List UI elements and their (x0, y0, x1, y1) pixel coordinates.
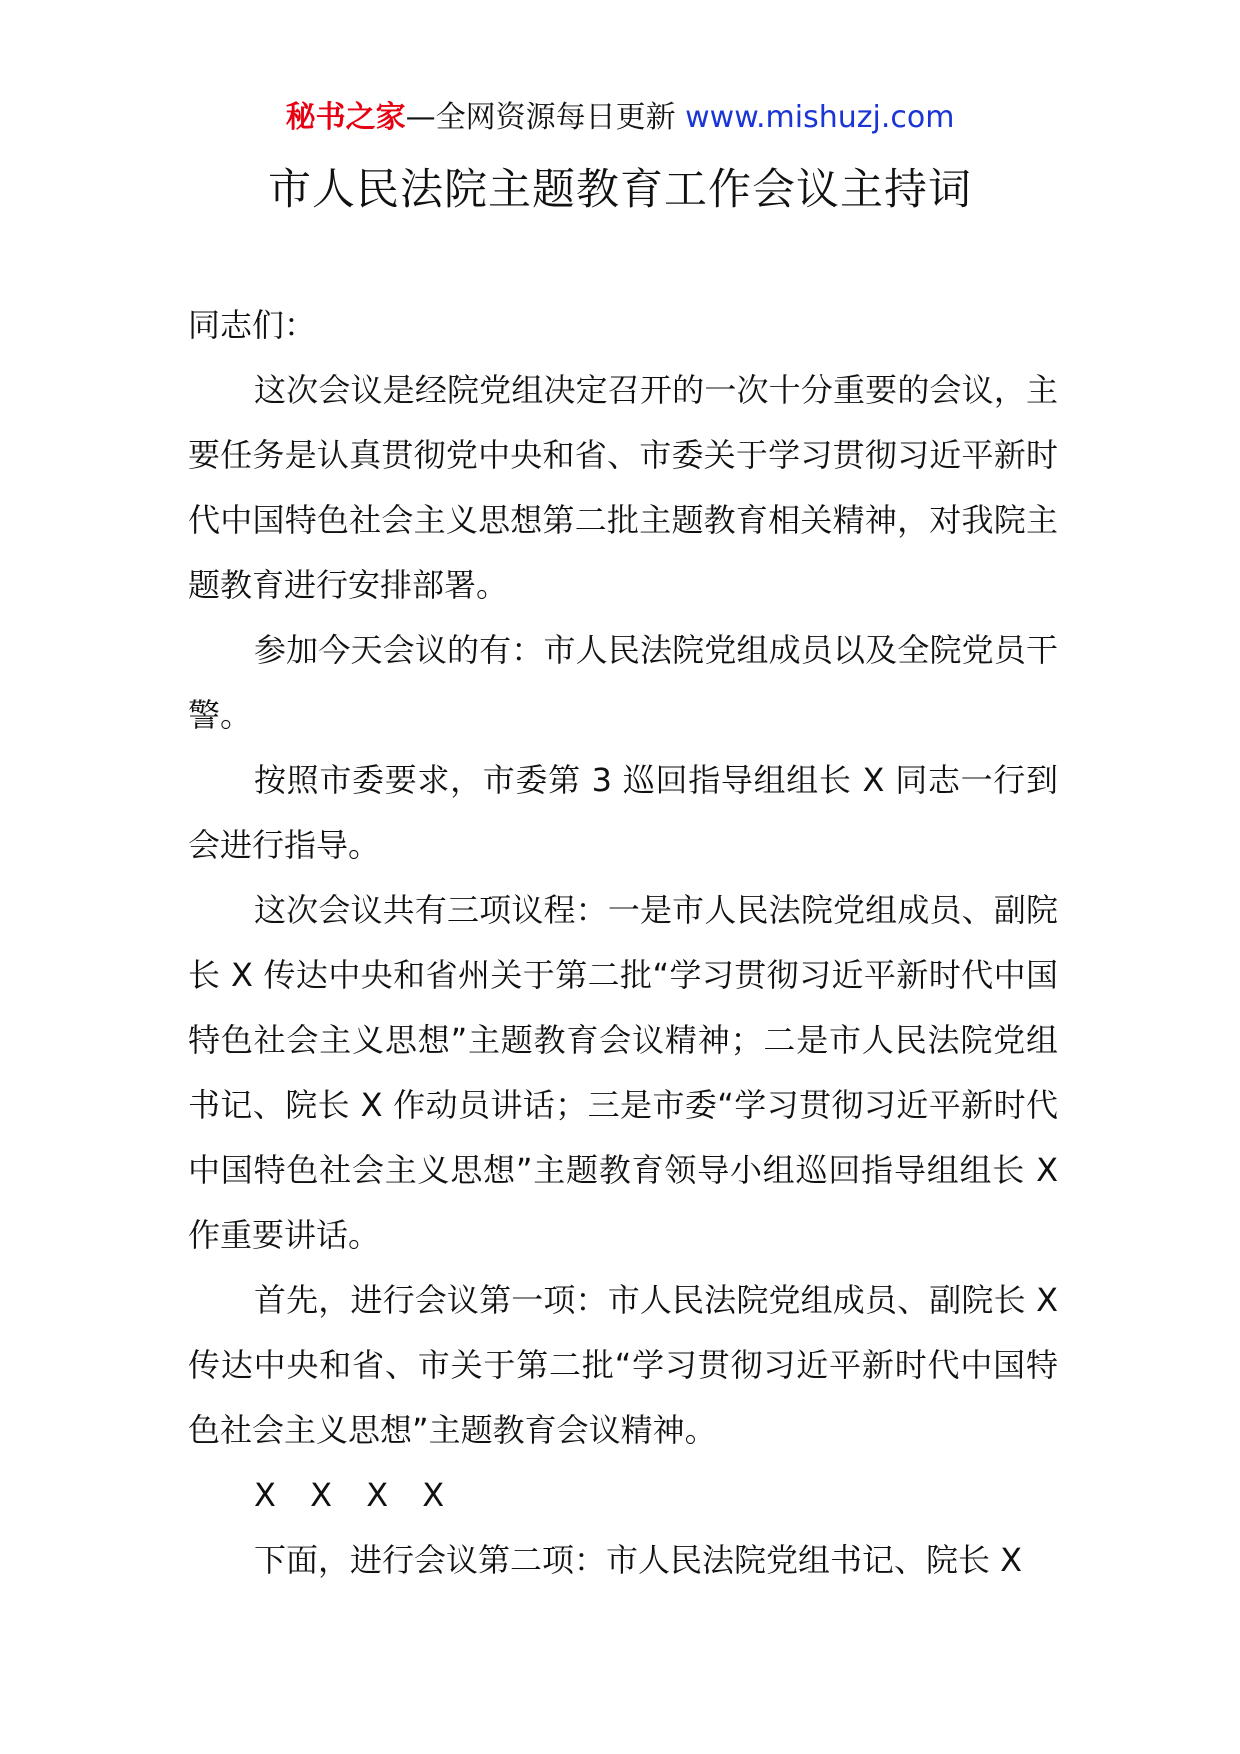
paragraph-attendees: 参加今天会议的有：市人民法院党组成员以及全院党员干警。 (188, 631, 1058, 734)
brand-name: 秘书之家 (285, 100, 406, 135)
paragraph-agenda: 这次会议共有三项议程：一是市人民法院党组成员、副院长 X 传达中央和省州关于第二批“学习贯彻习近平新时代中国特色社会主义思想”主题教育会议精神；二是市人民法院党组书记、院长 X 作动员讲话；三是市委“学习贯彻习近平新时代中国特色社会主义思想”主题教育领导小组巡回指导组组长 X 作重要讲话。 (188, 891, 1058, 1254)
paragraph-meeting-purpose: 这次会议是经院党组决定召开的一次十分重要的会议，主要任务是认真贯彻党中央和省、市委关于学习贯彻习近平新时代中国特色社会主义思想第二批主题教育相关精神，对我院主题教育进行安排部署。 (188, 371, 1058, 604)
site-url-link[interactable]: www.mishuzj.com (685, 100, 955, 135)
site-header (0, 98, 1240, 138)
paragraph-second-item: 下面，进行会议第二项：市人民法院党组书记、院长 X (254, 1541, 1023, 1579)
placeholder-line: X X X X (254, 1476, 445, 1514)
paragraph-guidance-group: 按照市委要求，市委第 3 巡回指导组组长 X 同志一行到会进行指导。 (188, 761, 1058, 864)
header-tagline: —全网资源每日更新 (405, 100, 676, 135)
salutation: 同志们： (188, 306, 317, 344)
document-title: 市人民法院主题教育工作会议主持词 (268, 165, 972, 215)
document-body (188, 293, 1058, 1593)
paragraph-first-item: 首先，进行会议第一项：市人民法院党组成员、副院长 X 传达中央和省、市关于第二批“学习贯彻习近平新时代中国特色社会主义思想”主题教育会议精神。 (188, 1281, 1058, 1449)
